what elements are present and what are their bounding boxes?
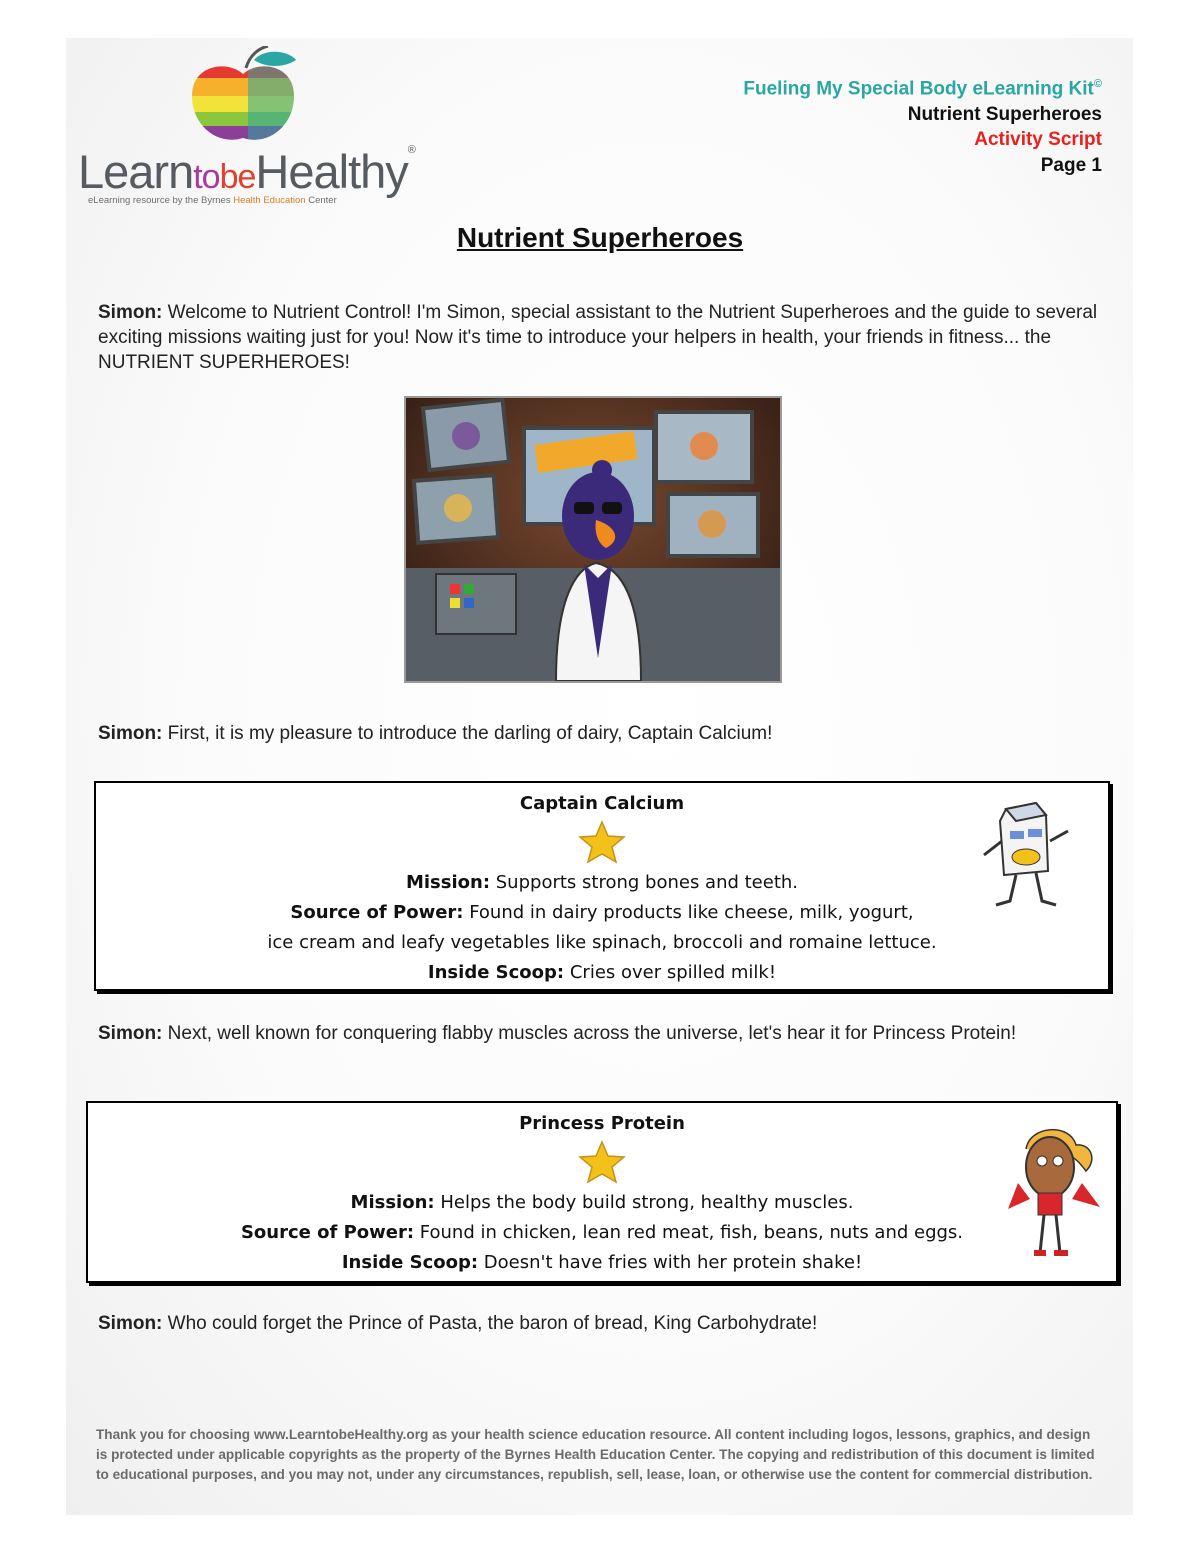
page-title: Nutrient Superheroes xyxy=(456,222,744,253)
princess-protein-character-icon xyxy=(1000,1119,1104,1267)
dialogue-paragraph: Simon: Who could forget the Prince of Pasta, the baron of bread, King Carbohydrate! xyxy=(98,1313,818,1334)
star-icon xyxy=(578,1140,626,1184)
hero-name: Captain Calcium xyxy=(519,793,685,814)
hero-card-captain-calcium xyxy=(94,781,1110,991)
dialogue-paragraph: Simon: Next, well known for conquering flabby muscles across the universe, let's hear it for Princess Protein! xyxy=(98,1023,1017,1044)
dialogue-paragraph: Simon: Welcome to Nutrient Control! I'm Simon, special assistant to the Nutrient Superheroes and the guide to several exciting missions waiting just for you! Now it's time to introduce your helpers in health, your friends in fitness... the NUTRIENT SUPERHEROES! xyxy=(98,302,1098,373)
hero-mission: Mission: Helps the body build strong, healthy muscles. xyxy=(350,1192,854,1213)
doc-type-label: Activity Script xyxy=(974,129,1102,151)
logo-tagline: eLearning resource by the Byrnes Health Education Center xyxy=(88,195,337,206)
logo-wordmark: LearntobeHealthy® xyxy=(78,144,415,198)
hero-card-princess-protein xyxy=(86,1101,1118,1283)
hero-inside-scoop: Inside Scoop: Cries over spilled milk! xyxy=(427,962,777,983)
header-subtitle: Nutrient Superheroes xyxy=(907,103,1102,125)
dialogue-paragraph: Simon: First, it is my pleasure to introduce the darling of dairy, Captain Calcium! xyxy=(98,723,773,744)
simon-control-room-image xyxy=(404,396,782,683)
kit-title: Fueling My Special Body eLearning Kit© xyxy=(743,78,1102,100)
hero-source-of-power: Source of Power: Found in dairy products like cheese, milk, yogurt, xyxy=(290,902,914,923)
copyright-footer: Thank you for choosing www.LearntobeHealthy.org as your health science education resource. All content including logos, lessons, graphics, and design is protected under applicable copyrights as the property of the Byrnes Health Education Center. The copying and redistribution of this document is limited to educational purposes, and you may not, under any circumstances, republish, sell, lease, loan, or otherwise use the content for commercial distribution. xyxy=(96,1427,1095,1482)
apple-icon xyxy=(188,46,298,146)
hero-inside-scoop: Inside Scoop: Doesn't have fries with her protein shake! xyxy=(341,1252,863,1273)
document-header xyxy=(743,72,1102,178)
page-background xyxy=(66,38,1133,1515)
hero-mission: Mission: Supports strong bones and teeth. xyxy=(405,872,799,893)
captain-calcium-character-icon xyxy=(976,801,1076,913)
star-icon xyxy=(578,820,626,864)
hero-source-of-power-continued: ice cream and leafy vegetables like spinach, broccoli and romaine lettuce. xyxy=(267,932,937,953)
hero-source-of-power: Source of Power: Found in chicken, lean red meat, fish, beans, nuts and eggs. xyxy=(240,1222,964,1243)
hero-name: Princess Protein xyxy=(519,1113,685,1134)
page-number: Page 1 xyxy=(1040,154,1102,176)
learn-to-be-healthy-logo xyxy=(78,44,418,210)
